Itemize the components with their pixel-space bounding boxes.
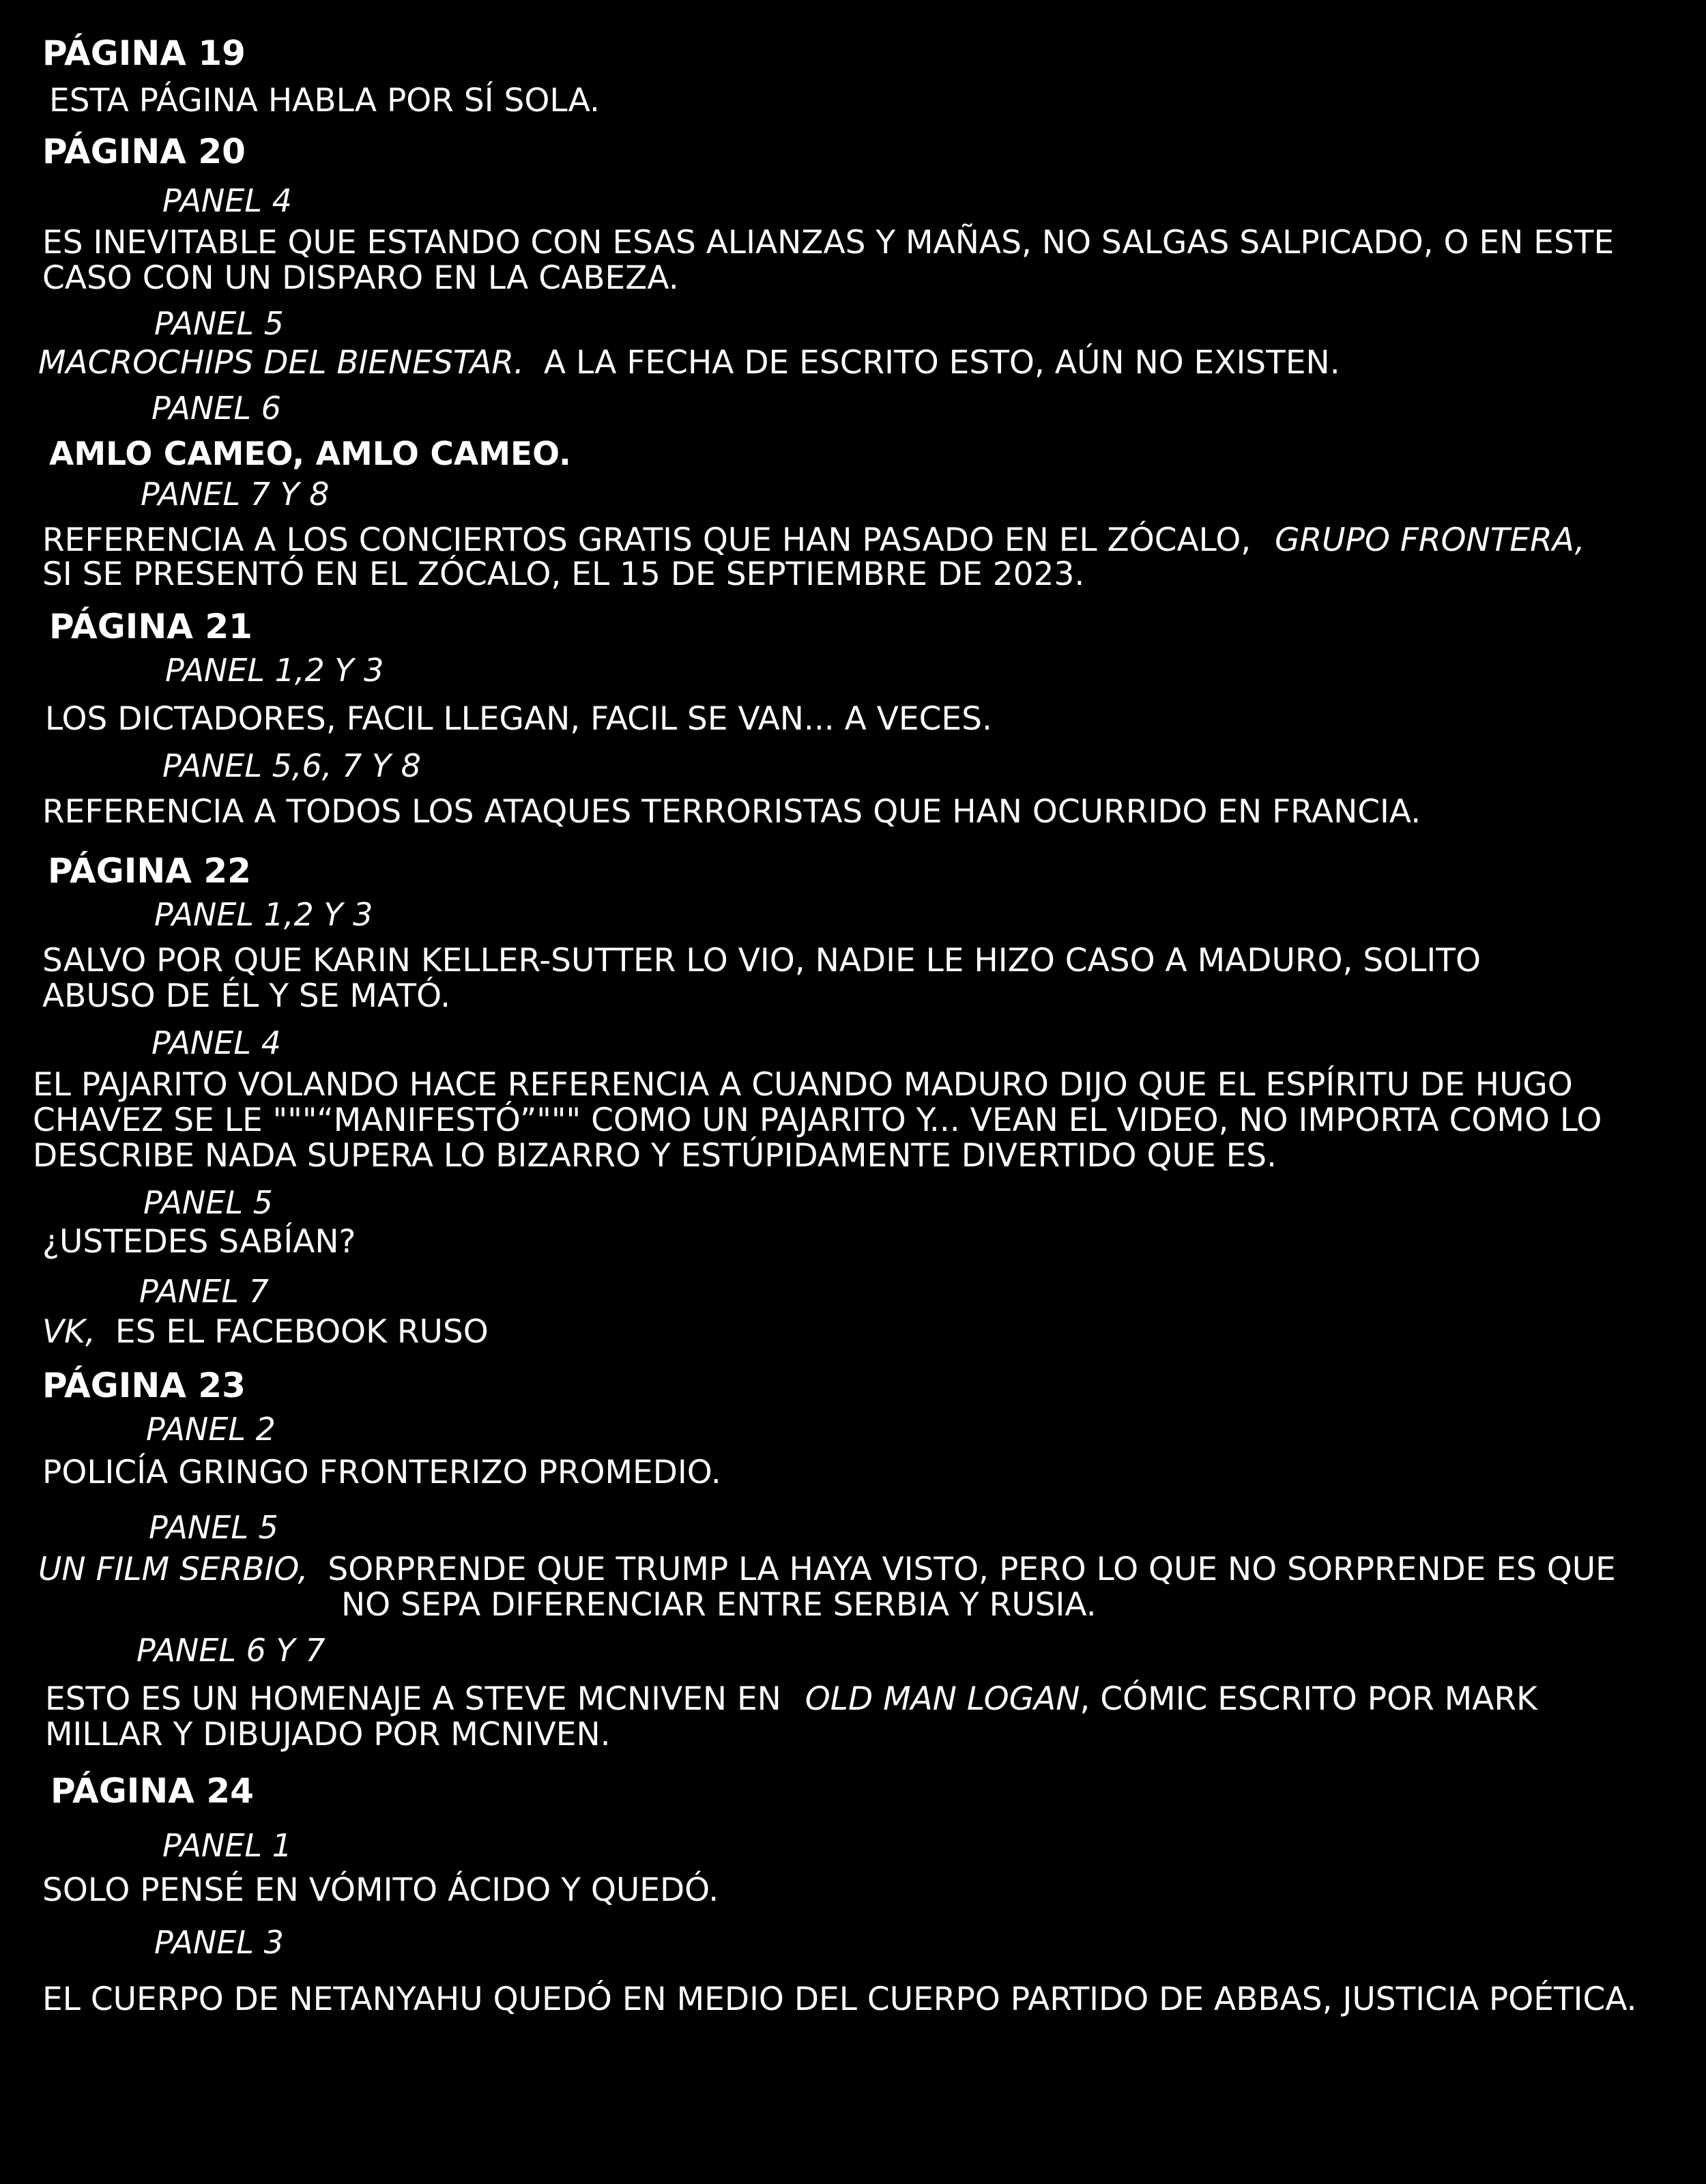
italic-title: VK, [42,1313,96,1351]
italic-title: MACROCHIPS DEL BIENESTAR. [38,344,524,382]
note-line: ABUSO DE ÉL Y SE MATÓ. [42,977,451,1015]
note-line: DESCRIBE NADA SUPERA LO BIZARRO Y ESTÚPIDAMENTE DIVERTIDO QUE ES. [33,1137,1277,1175]
note-line: ¿USTEDES SABÍAN? [42,1223,356,1261]
panel-label: PANEL 6 Y 7 [136,1632,326,1669]
italic-title: GRUPO FRONTERA, [1275,521,1585,559]
page-heading-20: PÁGINA 20 [42,132,246,171]
panel-label: PANEL 7 Y 8 [141,476,330,513]
italic-title: UN FILM SERBIO, [38,1551,308,1588]
panel-label: PANEL 2 [146,1411,276,1448]
note-text: A LA FECHA DE ESCRITO ESTO, AÚN NO EXISTEN. [543,344,1340,382]
page-19-note: ESTA PÁGINA HABLA POR SÍ SOLA. [49,82,600,119]
panel-label: PANEL 3 [154,1924,284,1961]
panel-label: PANEL 1,2 Y 3 [165,652,384,689]
note-text: SORPRENDE QUE TRUMP LA HAYA VISTO, PERO LO QUE NO SORPRENDE ES QUE [328,1551,1616,1588]
italic-title: OLD MAN LOGAN [805,1680,1080,1718]
note-line: MILLAR Y DIBUJADO POR MCNIVEN. [45,1716,611,1753]
panel-label: PANEL 5 [143,1184,273,1221]
panel-label: PANEL 7 [139,1273,269,1310]
note-line: LOS DICTADORES, FACIL LLEGAN, FACIL SE VAN... A VECES. [45,700,992,738]
panel-label: PANEL 6 [151,390,281,427]
note-text: ESTO ES UN HOMENAJE A STEVE MCNIVEN EN [45,1680,781,1718]
note-line: CASO CON UN DISPARO EN LA CABEZA. [42,259,679,297]
note-line: NO SEPA DIFERENCIAR ENTRE SERBIA Y RUSIA. [341,1586,1097,1624]
note-line: CHAVEZ SE LE """“MANIFESTÓ”""" COMO UN PAJARITO Y... VEAN EL VIDEO, NO IMPORTA COMO LO [33,1102,1602,1139]
note-line: POLICÍA GRINGO FRONTERIZO PROMEDIO. [42,1454,721,1491]
page-heading-22: PÁGINA 22 [48,851,251,891]
note-line: ES INEVITABLE QUE ESTANDO CON ESAS ALIANZAS Y MAÑAS, NO SALGAS SALPICADO, O EN ESTE [42,224,1615,261]
page-heading-24: PÁGINA 24 [50,1771,254,1811]
note-line: REFERENCIA A TODOS LOS ATAQUES TERRORISTAS QUE HAN OCURRIDO EN FRANCIA. [42,793,1421,831]
note-line: EL PAJARITO VOLANDO HACE REFERENCIA A CUANDO MADURO DIJO QUE EL ESPÍRITU DE HUGO [33,1066,1573,1104]
panel-label: PANEL 4 [151,1024,281,1061]
note-line: EL CUERPO DE NETANYAHU QUEDÓ EN MEDIO DEL CUERPO PARTIDO DE ABBAS, JUSTICIA POÉTICA. [42,1981,1637,2018]
note-line [42,1314,489,1350]
note-line: SALVO POR QUE KARIN KELLER-SUTTER LO VIO, NADIE LE HIZO CASO A MADURO, SOLITO [42,942,1481,979]
panel-label: PANEL 5 [154,305,284,342]
note-line: AMLO CAMEO, AMLO CAMEO. [49,435,571,473]
note-line [42,523,1585,558]
note-text: ES EL FACEBOOK RUSO [115,1313,489,1351]
panel-label: PANEL 1,2 Y 3 [154,896,373,933]
panel-label: PANEL 5 [149,1509,278,1546]
note-line [38,1552,1616,1587]
panel-label: PANEL 4 [162,182,292,219]
panel-label: PANEL 1 [162,1827,292,1864]
panel-label: PANEL 5,6, 7 Y 8 [162,747,421,784]
note-line: SI SE PRESENTÓ EN EL ZÓCALO, EL 15 DE SEPTIEMBRE DE 2023. [42,556,1085,593]
page-heading-19: PÁGINA 19 [42,33,246,73]
note-text: REFERENCIA A LOS CONCIERTOS GRATIS QUE HAN PASADO EN EL ZÓCALO, [42,521,1252,559]
note-line [45,1682,1537,1717]
note-line [38,345,1340,381]
page-heading-23: PÁGINA 23 [42,1366,246,1405]
note-line: SOLO PENSÉ EN VÓMITO ÁCIDO Y QUEDÓ. [42,1871,719,1909]
page-heading-21: PÁGINA 21 [49,607,252,646]
note-text: , CÓMIC ESCRITO POR MARK [1080,1680,1537,1718]
